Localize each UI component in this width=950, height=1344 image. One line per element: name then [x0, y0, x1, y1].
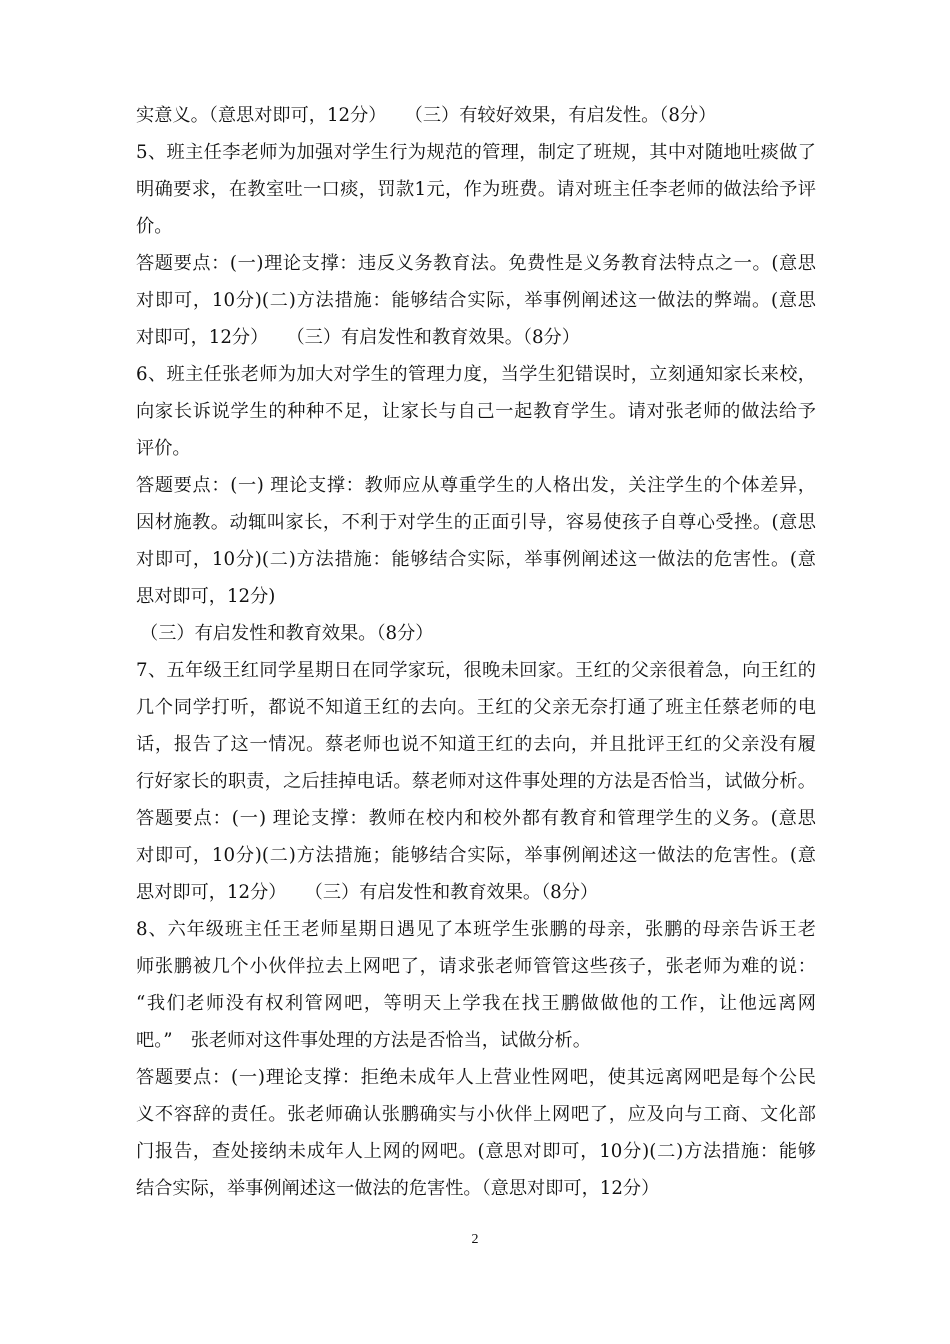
question-7-line-4: 行好家长的职责，之后挂掉电话。蔡老师对这件事处理的方法是否恰当，试做分析。 — [136, 771, 816, 792]
text-line-1: 实意义。（意思对即可，12分） （三）有较好效果，有启发性。（8分） — [136, 105, 717, 126]
answer-7-line-1: 答题要点：(一) 理论支撑：教师在校内和校外都有教育和管理学生的义务。(意思 — [136, 808, 816, 829]
answer-7-line-3: 思对即可，12分） （三）有启发性和教育效果。（8分） — [136, 882, 599, 903]
answer-5-line-2: 对即可，10分)(二)方法措施：能够结合实际，举事例阐述这一做法的弊端。(意思 — [136, 290, 816, 311]
question-6-line-1: 6、班主任张老师为加大对学生的管理力度，当学生犯错误时，立刻通知家长来校， — [136, 364, 816, 385]
answer-7-line-2: 对即可，10分)(二)方法措施；能够结合实际，举事例阐述这一做法的危害性。(意 — [136, 845, 816, 866]
answer-5-line-1: 答题要点：(一)理论支撑：违反义务教育法。免费性是义务教育法特点之一。(意思 — [136, 253, 816, 274]
question-8-line-2: 师张鹏被几个小伙伴拉去上网吧了，请求张老师管管这些孩子，张老师为难的说： — [136, 956, 816, 977]
question-6-line-2: 向家长诉说学生的种种不足，让家长与自己一起教育学生。请对张老师的做法给予 — [136, 401, 816, 422]
answer-6-line-1: 答题要点：(一) 理论支撑：教师应从尊重学生的人格出发，关注学生的个体差异， — [136, 475, 816, 496]
question-5-line-2: 明确要求，在教室吐一口痰，罚款1元，作为班费。请对班主任李老师的做法给予评 — [136, 179, 816, 200]
question-7-line-1: 7、五年级王红同学星期日在同学家玩，很晚未回家。王红的父亲很着急，向王红的 — [136, 660, 816, 681]
answer-8-line-3: 门报告，查处接纳未成年人上网的网吧。(意思对即可，10分)(二)方法措施：能够 — [136, 1141, 816, 1162]
question-8-line-4: 吧。” 张老师对这件事处理的方法是否恰当，试做分析。 — [136, 1030, 591, 1051]
question-7-line-2: 几个同学打听，都说不知道王红的去向。王红的父亲无奈打通了班主任蔡老师的电 — [136, 697, 816, 718]
answer-8-line-4: 结合实际，举事例阐述这一做法的危害性。（意思对即可，12分） — [136, 1178, 660, 1199]
answer-6-line-3: 对即可，10分)(二)方法措施：能够结合实际，举事例阐述这一做法的危害性。(意 — [136, 549, 816, 570]
question-5-line-3: 价。 — [136, 216, 173, 237]
answer-6-line-2: 因材施教。动辄叫家长，不利于对学生的正面引导，容易使孩子自尊心受挫。(意思 — [136, 512, 816, 533]
page-number: 2 — [471, 1232, 479, 1247]
answer-5-line-3: 对即可，12分） （三）有启发性和教育效果。（8分） — [136, 327, 580, 348]
answer-8-line-1: 答题要点：(一)理论支撑：拒绝未成年人上营业性网吧，使其远离网吧是每个公民 — [136, 1067, 816, 1088]
question-8-line-3: “我们老师没有权利管网吧，等明天上学我在找王鹏做做他的工作，让他远离网 — [136, 993, 816, 1014]
question-7-line-3: 话，报告了这一情况。蔡老师也说不知道王红的去向，并且批评王红的父亲没有履 — [136, 734, 816, 755]
answer-6-line-5: （三）有启发性和教育效果。（8分） — [140, 623, 434, 644]
question-5-line-1: 5、班主任李老师为加强对学生行为规范的管理，制定了班规，其中对随地吐痰做了 — [136, 142, 816, 163]
answer-6-line-4: 思对即可，12分) — [136, 586, 276, 607]
answer-8-line-2: 义不容辞的责任。张老师确认张鹏确实与小伙伴上网吧了，应及向与工商、文化部 — [136, 1104, 816, 1125]
document-body — [136, 97, 816, 1207]
question-8-line-1: 8、六年级班主任王老师星期日遇见了本班学生张鹏的母亲，张鹏的母亲告诉王老 — [136, 919, 816, 940]
question-6-line-3: 评价。 — [136, 438, 191, 459]
